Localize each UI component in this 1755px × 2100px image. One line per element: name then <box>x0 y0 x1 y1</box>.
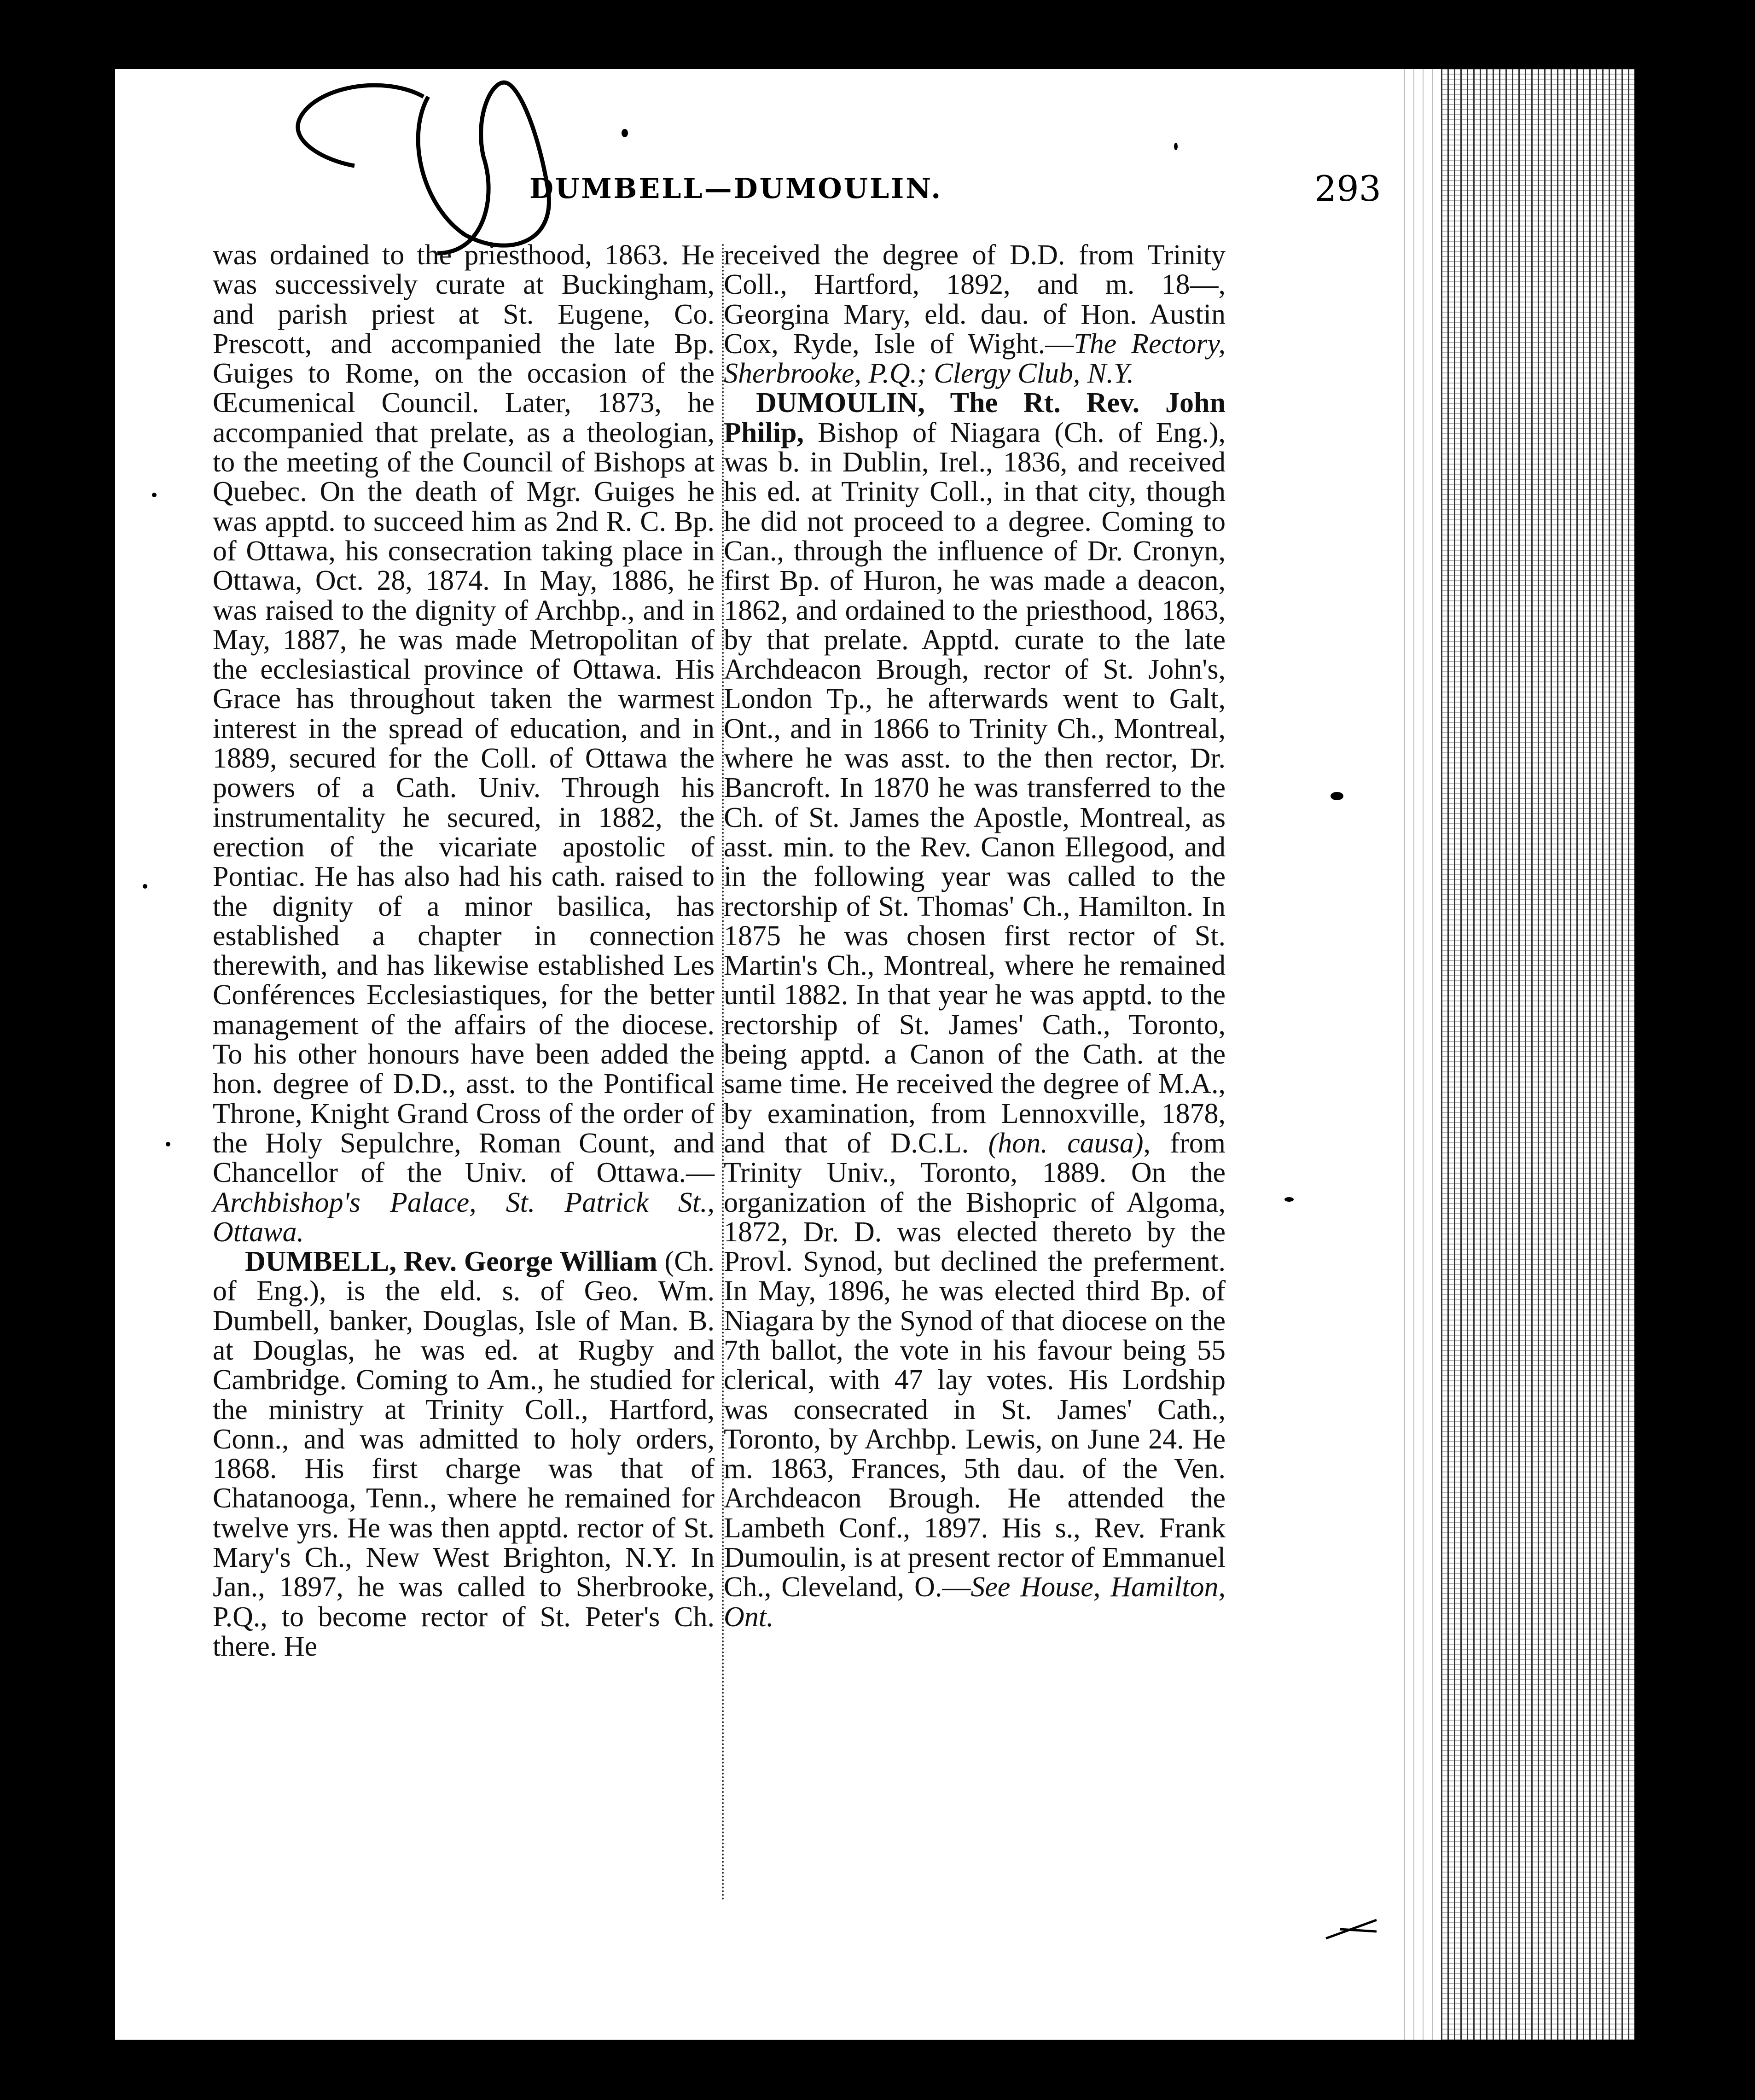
right-column <box>724 240 1226 1632</box>
entry-dumoulin-address: See House, Hamilton, Ont. <box>724 1571 1226 1633</box>
entry-dumoulin-hon: (hon. causa) <box>988 1127 1144 1159</box>
ink-speck <box>152 493 157 497</box>
entry-dumoulin-text: Bishop of Niagara (Ch. of Eng.), was b. in Dublin, Irel., 1836, and received his ed. at Trinity Coll., in that city, though he did not proceed to a degree. Coming to Can., through the influence of Dr. Cronyn, first Bp. of Huron, he was made a deacon, 1862, and ordained to the priesthood, 1863, by that prelate. Apptd. curate to the late Archdeacon Brough, rector of St. John's, London Tp., he afterwards went to Galt, Ont., and in 1866 to Trinity Ch., Montreal, where he was asst. to the then rector, Dr. Bancroft. In 1870 he was transferred to the Ch. of St. James the Apostle, Montreal, as asst. min. to the Rev. Canon Ellegood, and in the following year was called to the rectorship of St. Thomas' Ch., Hamilton. In 1875 he was chosen first rector of St. Martin's Ch., Montreal, where he remained until 1882. In that year he was apptd. to the rectorship of St. James' Cath., Toronto, being apptd. a Canon of the Cath. at the same time. He received the degree of M.A., by examination, from Lennoxville, 1878, and that of D.C.L. <box>724 417 1226 1159</box>
header-title: DUMBELL—DUMOULIN. <box>529 173 943 205</box>
ink-speck <box>166 1142 170 1146</box>
left-entry-address: Archbishop's Palace, St. Patrick St., Ottawa. <box>213 1187 715 1248</box>
left-entry-continued <box>213 240 715 1247</box>
ink-speck <box>1284 1197 1294 1202</box>
right-entry-continued-text: received the degree of D.D. from Trinity Coll., Hartford, 1892, and m. 18—, Georgina Mary, eld. dau. of Hon. Austin Cox, Ryde, Isle of Wight.— <box>724 239 1226 360</box>
entry-dumoulin-name: DUMOULIN, The Rt. Rev. John Philip, <box>724 387 1226 448</box>
scan-edge-fade <box>1404 69 1441 2040</box>
left-entry-continued-text: was ordained to the priesthood, 1863. He was successively curate at Buckingham, and parish priest at St. Eugene, Co. Prescott, and accompanied the late Bp. Guiges to Rome, on the occasion of the Œcumenical Council. Later, 1873, he accompanied that prelate, as a theologian, to the meeting of the Council of Bishops at Quebec. On the death of Mgr. Guiges he was apptd. to succeed him as 2nd R. C. Bp. of Ottawa, his consecration taking place in Ottawa, Oct. 28, 1874. In May, 1886, he was raised to the dignity of Archbp., and in May, 1887, he was made Metropolitan of the ecclesiastical province of Ottawa. His Grace has throughout taken the warmest interest in the spread of education, and in 1889, secured for the Coll. of Ottawa the powers of a Cath. Univ. Through his instrumentality he secured, in 1882, the erection of the vicariate apostolic of Pontiac. He has also had his cath. raised to the dignity of a minor basilica, has established a chapter in connection therewith, and has likewise established Les Conférences Ecclesiastiques, for the better management of the affairs of the diocese. To his other honours have been added the hon. degree of D.D., asst. to the Pontifical Throne, Knight Grand Cross of the order of the Holy Sepulchre, Roman Count, and Chancellor of the Univ. of Ottawa.— <box>213 239 715 1189</box>
ink-speck <box>1174 143 1178 150</box>
scanned-page <box>115 69 1634 2040</box>
corner-mark-icon <box>1321 1911 1386 1948</box>
scan-edge-noise <box>1441 69 1634 2040</box>
right-entry-address: The Rectory, Sherbrooke, P.Q.; Clergy Club, N.Y. <box>724 328 1226 390</box>
running-header <box>529 168 1381 214</box>
handwritten-scribble-icon <box>207 69 575 262</box>
ink-speck <box>622 129 628 137</box>
right-entry-continued <box>724 240 1226 388</box>
page-number: 293 <box>1314 168 1381 209</box>
left-column <box>213 240 715 1661</box>
entry-dumbell <box>213 1247 715 1661</box>
ink-speck <box>143 884 147 889</box>
entry-dumbell-name: DUMBELL, Rev. George William <box>245 1246 657 1278</box>
entry-dumbell-text: (Ch. of Eng.), is the eld. s. of Geo. Wm. Dumbell, banker, Douglas, Isle of Man. B. at Douglas, he was ed. at Rugby and Cambridge. Coming to Am., he studied for the ministry at Trinity Coll., Hartford, Conn., and was admitted to holy orders, 1868. His first charge was that of Chatanooga, Tenn., where he remained for twelve yrs. He was then apptd. rector of St. Mary's Ch., New West Brighton, N.Y. In Jan., 1897, he was called to Sherbrooke, P.Q., to become rector of St. Peter's Ch. there. He <box>213 1246 715 1662</box>
entry-dumoulin <box>724 388 1226 1631</box>
ink-speck <box>1331 792 1343 800</box>
entry-dumoulin-text-2: , from Trinity Univ., Toronto, 1889. On the organization of the Bishopric of Algoma, 1872, Dr. D. was elected thereto by the Provl. Synod, but declined the preferment. In May, 1896, he was elected third Bp. of Niagara by the Synod of that diocese on the 7th ballot, the vote in his favour being 55 clerical, with 47 lay votes. His Lordship was consecrated in St. James' Cath., Toronto, by Archbp. Lewis, on June 24. He m. 1863, Frances, 5th dau. of the Ven. Archdeacon Brough. He attended the Lambeth Conf., 1897. His s., Rev. Frank Dumoulin, is at present rector of Emmanuel Ch., Cleveland, O.— <box>724 1127 1226 1603</box>
